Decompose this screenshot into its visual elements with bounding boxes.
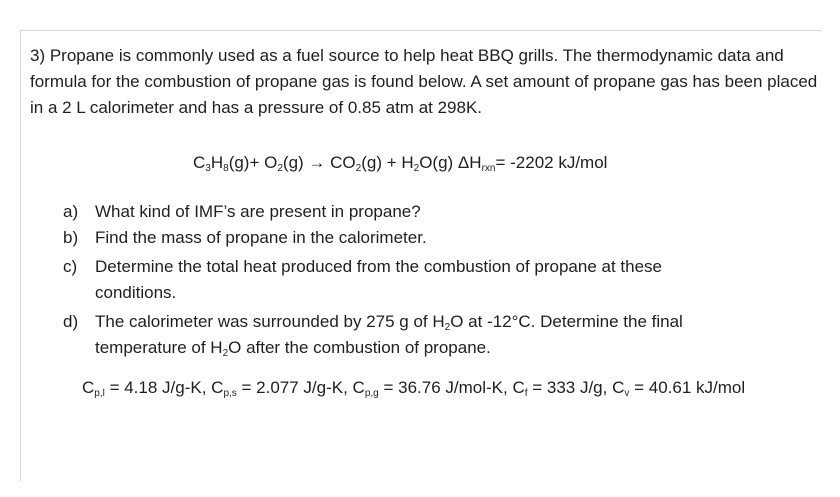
problem-document [20, 30, 821, 481]
const-cp-liquid-value: = 4.18 J/g-K, [104, 378, 212, 397]
question-c [63, 254, 783, 306]
eq-sub-2c: 2 [413, 163, 420, 174]
question-letter: c) [63, 257, 78, 276]
const-cp-liquid: C [82, 378, 95, 397]
const-cf: C [512, 378, 525, 397]
eq-part-4: O(g) ΔH [419, 153, 482, 172]
question-d-part-2: O at -12°C. Determine the final temperature of H [95, 312, 683, 357]
const-cp-gas-value: = 36.76 J/mol-K, [378, 378, 513, 397]
eq-c: C [193, 153, 206, 172]
question-b [63, 225, 783, 251]
question-list [63, 199, 783, 361]
eq-sub-3: 3 [205, 163, 211, 174]
eq-h: H [210, 153, 224, 172]
question-text [95, 309, 783, 361]
const-cp-solid: C [211, 378, 224, 397]
const-cp-solid-value: = 2.077 J/g-K, [236, 378, 353, 397]
eq-sub-8: 8 [223, 163, 229, 174]
question-letter: d) [63, 312, 79, 331]
const-cf-sub: f [524, 388, 528, 399]
const-cp-liquid-sub: p,l [94, 388, 105, 399]
problem-intro: 3) Propane is commonly used as a fuel source to help heat BBQ grills. The thermodynamic data and formula for the combustion of propane gas is found below. A set amount of propane gas has been placed in a 2 L calorimeter and has a pressure of 0.85 atm at 298K. [30, 46, 818, 117]
question-letter: b) [63, 228, 79, 247]
question-d-part-3: O after the combustion of propane. [228, 338, 491, 357]
question-text: What kind of IMF’s are present in propane? [95, 202, 421, 221]
eq-part-1: (g)+ O [228, 153, 278, 172]
eq-part-3: (g) + H [361, 153, 414, 172]
thermodynamic-constants [82, 378, 745, 398]
question-d [63, 309, 783, 361]
const-cv-value: = 40.61 kJ/mol [629, 378, 746, 397]
question-a [63, 199, 783, 225]
question-letter: a) [63, 202, 79, 221]
const-cv: C [612, 378, 625, 397]
question-d-sub-1: 2 [444, 322, 451, 333]
eq-part-5: = -2202 kJ/mol [495, 153, 608, 172]
eq-part-2: (g) → CO [282, 153, 356, 172]
const-cp-solid-sub: p,s [223, 388, 237, 399]
combustion-equation [193, 153, 607, 173]
question-text: Find the mass of propane in the calorimeter. [95, 228, 427, 247]
const-cv-sub: v [624, 388, 630, 399]
question-d-sub-2: 2 [222, 348, 229, 359]
eq-sub-2b: 2 [355, 163, 362, 174]
const-cp-gas: C [352, 378, 365, 397]
const-cp-gas-sub: p,g [364, 388, 379, 399]
eq-sub-2a: 2 [277, 163, 283, 174]
eq-sub-rxn: rxn [481, 163, 496, 174]
question-d-part-1: The calorimeter was surrounded by 275 g of H [95, 312, 445, 331]
const-cf-value: = 333 J/g, [527, 378, 613, 397]
question-text: Determine the total heat produced from the combustion of propane at these conditions. [95, 257, 663, 302]
